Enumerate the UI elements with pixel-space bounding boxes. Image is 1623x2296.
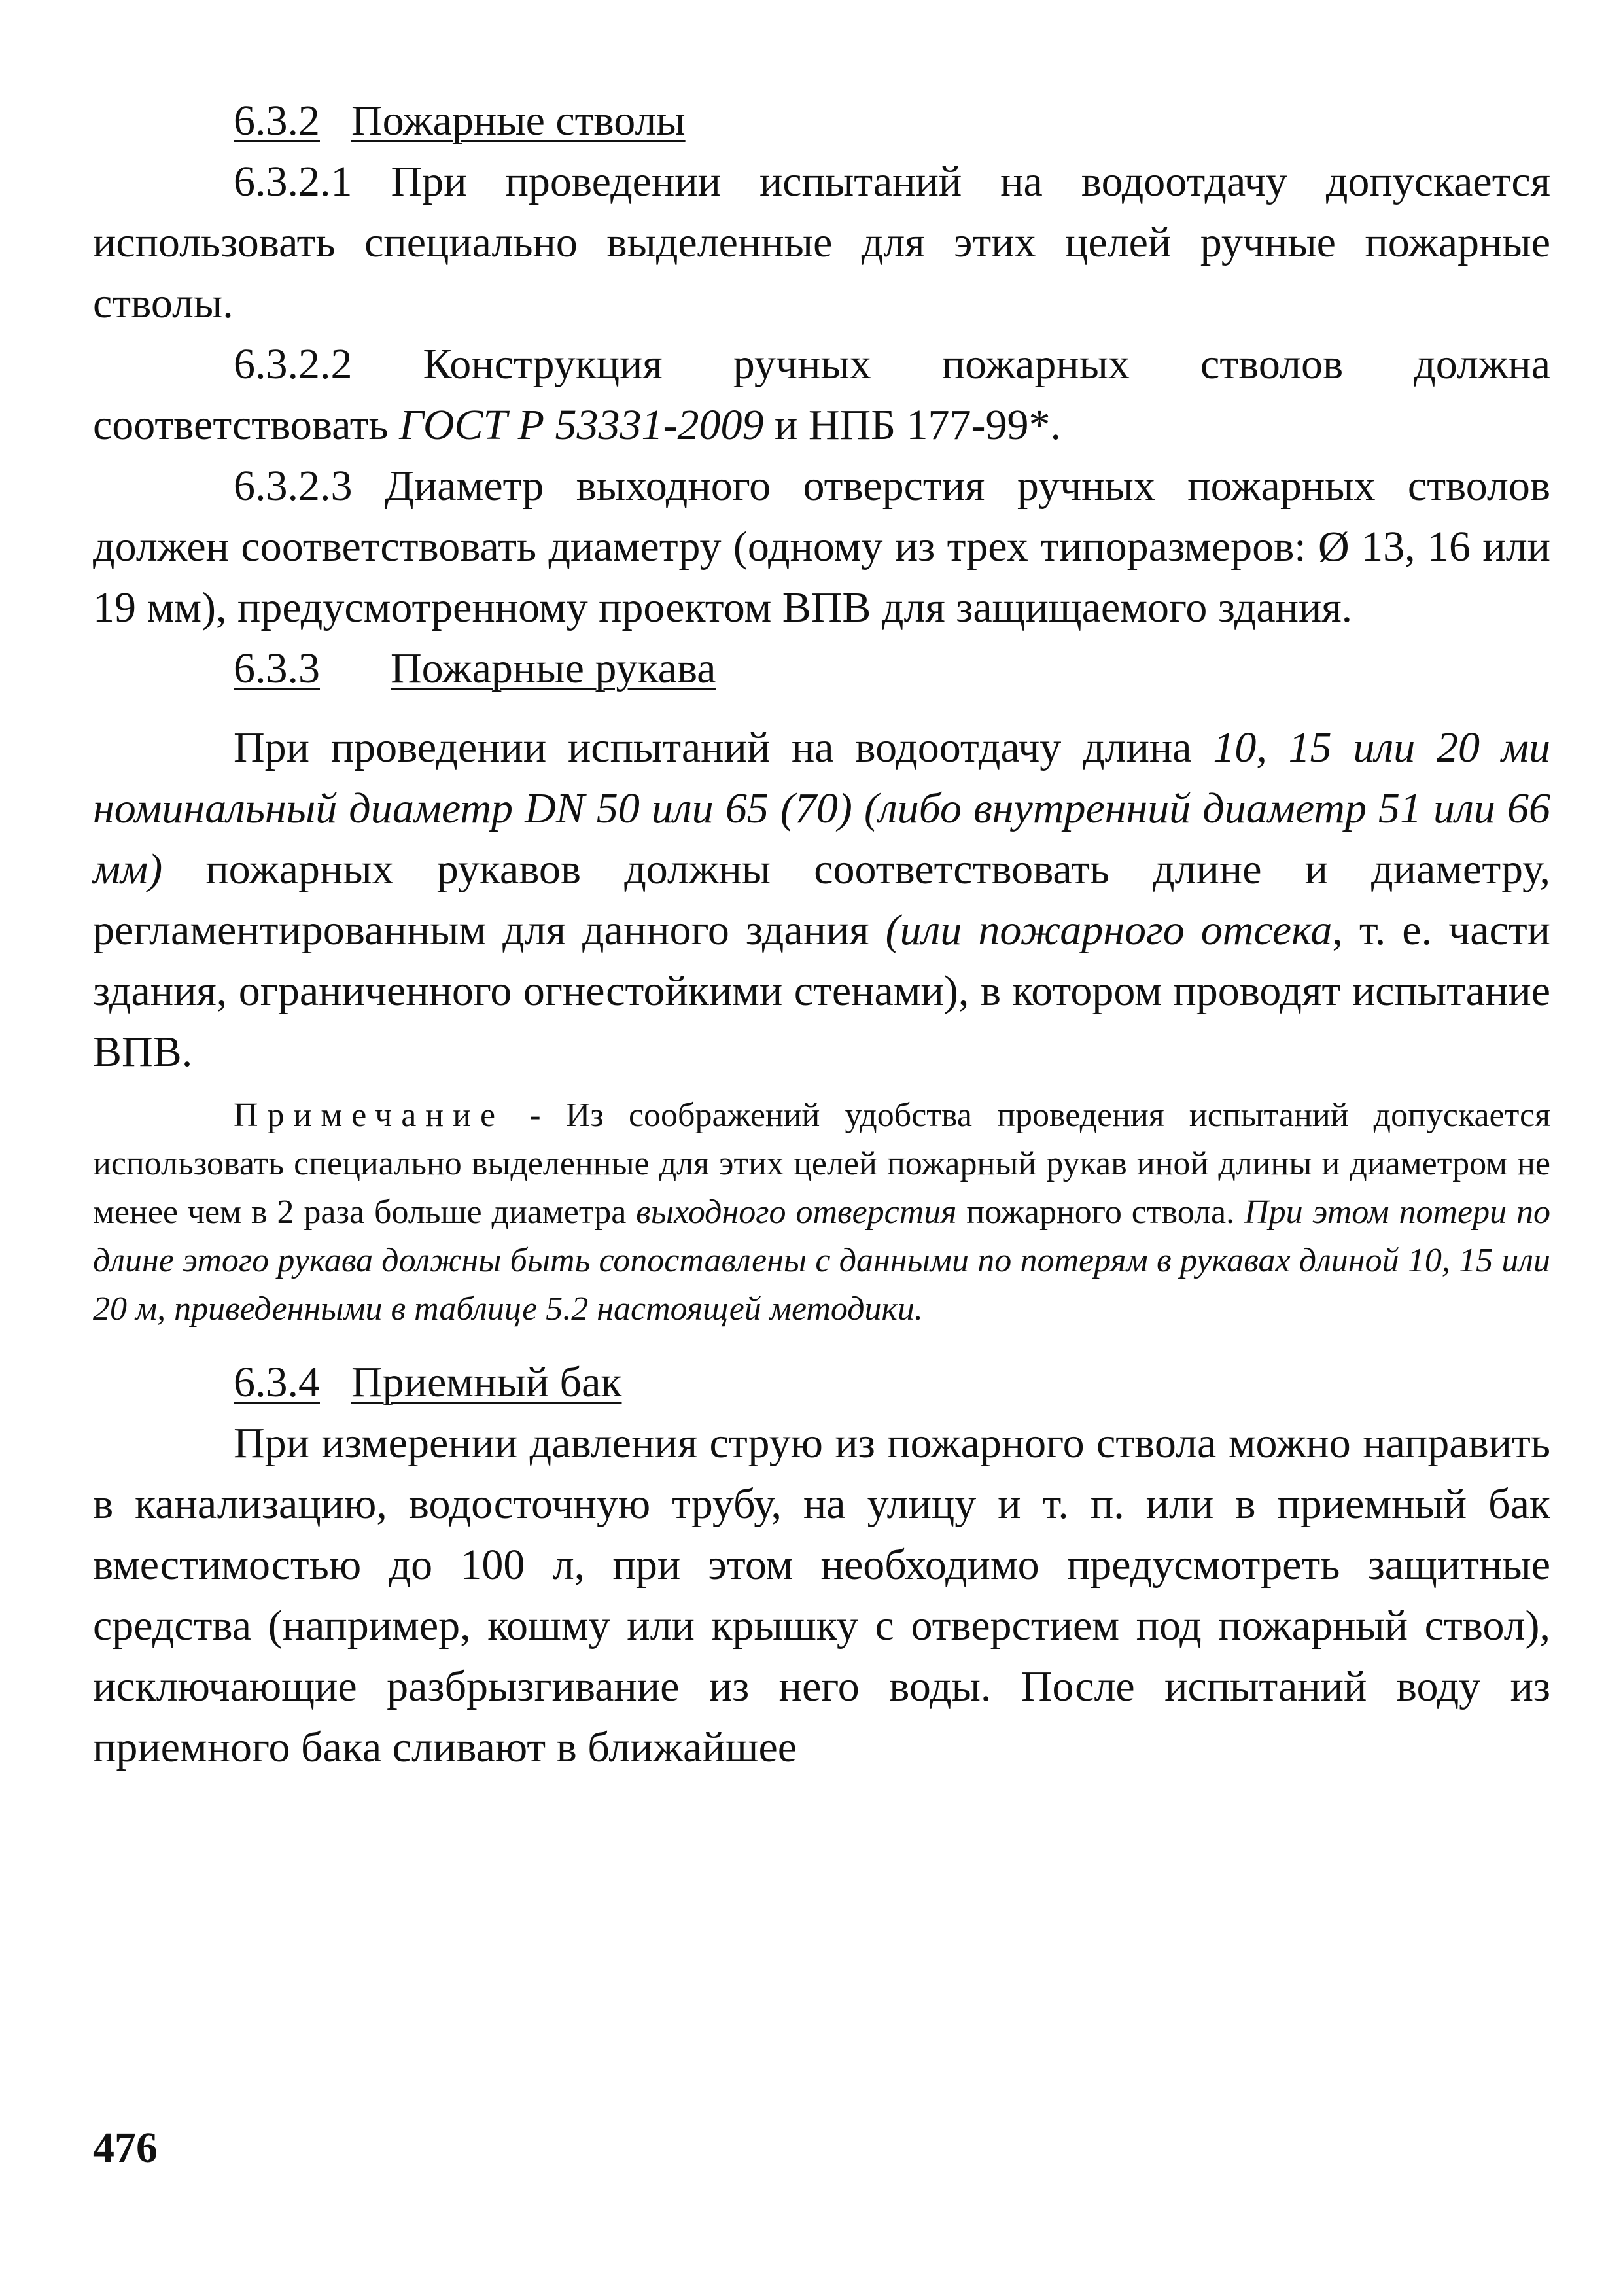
section-heading-6-3-2 [93,90,1550,151]
section-title: Приемный бак [351,1358,622,1406]
section-title: Пожарные стволы [351,97,686,145]
section-number: 6.3.2 [234,97,320,145]
paragraph-6-3-2-1: 6.3.2.1 При проведении испытаний на водоотдачу допускается использовать специально выделенные для этих целей ручные пожарные стволы. [93,158,1550,327]
section-heading-6-3-3 [93,638,1550,699]
section-number: 6.3.4 [234,1358,320,1406]
note-label: Примечание [234,1097,505,1134]
paragraph-6-3-3: При проведении испытаний на водоотдачу длина 10, 15 или 20 ми номинальный диаметр DN 50 или 65 (70) (либо внутренний диаметр 51 или 66 мм) пожарных рукавов должны соответствовать длине и диаметру, регламентированным для данного здания (или пожарного отсека, т. е. части здания, ограниченного огнестойкими стенами), в котором проводят испытание ВПВ. [93,724,1551,1076]
note-paragraph: Примечание - Из соображений удобства проведения испытаний допускается использовать специально выделенные для этих целей пожарный рукав иной длины и диаметром не менее чем в 2 раза больше диаметра выходного отверстия пожарного ствола. При этом потери по длине этого рукава должны быть сопоставлены с данными по потерям в рукавах длиной 10, 15 или 20 м, приведенными в таблице 5.2 настоящей методики. [93,1097,1551,1328]
section-title: Пожарные рукава [391,645,716,692]
gost-reference: ГОСТ Р 53331-2009 [399,401,764,449]
page-content [93,90,1550,1778]
paragraph-6-3-4: При измерении давления струю из пожарного ствола можно направить в канализацию, водосточную трубу, на улицу и т. п. или в приемный бак вместимостью до 100 л, при этом необходимо предусмотреть защитные средства (например, кошму или крышку с отверстием под пожарный ствол), исключающие разбрызгивание из него воды. После испытаний воду из приемного бака сливают в ближайшее [93,1419,1550,1771]
paragraph-6-3-2-2: 6.3.2.2 Конструкция ручных пожарных стволов должна соответствовать ГОСТ Р 53331-2009 и НПБ 177-99*. [93,340,1550,449]
paragraph-6-3-2-3: 6.3.2.3 Диаметр выходного отверстия ручных пожарных стволов должен соответствовать диаметру (одному из трех типоразмеров: Ø 13, 16 или 19 мм), предусмотренному проектом ВПВ для защищаемого здания. [93,462,1550,631]
section-heading-6-3-4 [93,1352,1550,1413]
page-number: 476 [93,2124,158,2172]
section-number: 6.3.3 [234,645,320,692]
